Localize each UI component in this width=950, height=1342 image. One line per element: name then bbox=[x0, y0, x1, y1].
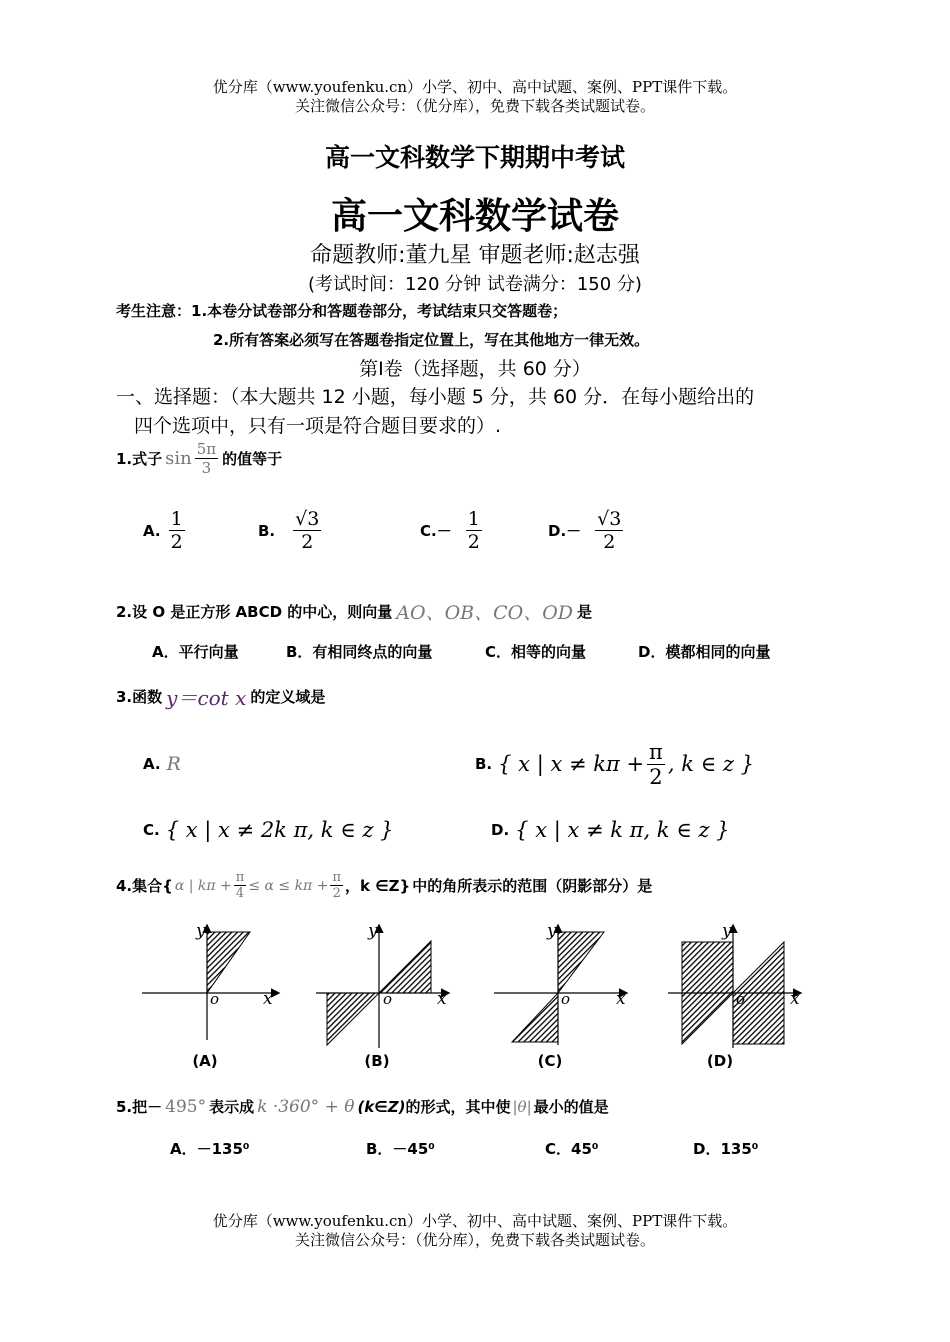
q2-suffix: 是 bbox=[577, 603, 593, 621]
section-heading-line-1: 一、选择题：（本大题共 12 小题，每小题 5 分，共 60 分．在每小题给出的 bbox=[116, 386, 755, 408]
q1-fraction bbox=[195, 440, 218, 477]
q1-d-num: √3 bbox=[597, 508, 622, 530]
question-2 bbox=[116, 598, 592, 625]
diagram-b-origin: o bbox=[383, 990, 393, 1008]
q4-set-right: ，k ∈Z} bbox=[345, 877, 411, 895]
q4-n1: π bbox=[235, 870, 245, 885]
q3-prefix: 3.函数 bbox=[116, 688, 163, 706]
q4-mid: ≤ α ≤ kπ + bbox=[248, 877, 329, 894]
q5-suffix: 最小的值是 bbox=[533, 1098, 609, 1116]
q1-suffix: 的值等于 bbox=[222, 450, 283, 468]
q3-expr: y＝cot x bbox=[166, 686, 247, 710]
q3-b-label: B. bbox=[475, 755, 493, 773]
diagram-d-x-label: x bbox=[790, 989, 800, 1009]
diagram-c-shade-lower bbox=[512, 993, 558, 1042]
q1-b-den: 2 bbox=[301, 531, 314, 553]
diagram-a bbox=[142, 921, 278, 1040]
diagram-c-y-label: y bbox=[547, 921, 557, 941]
q2-option-a: A．平行向量 bbox=[152, 643, 239, 661]
q4-frac-1 bbox=[234, 870, 247, 901]
q3-b-den: 2 bbox=[649, 764, 663, 789]
diagram-c-label: (C) bbox=[537, 1052, 563, 1070]
q3-b-num: π bbox=[649, 739, 663, 764]
q1-c-label: C.－ bbox=[420, 522, 452, 540]
q1-a-den: 2 bbox=[170, 531, 183, 553]
diagram-d bbox=[668, 921, 800, 1048]
q4-d1: 4 bbox=[235, 886, 245, 901]
q4-frac-2 bbox=[330, 870, 343, 901]
q3-option-d bbox=[491, 818, 730, 842]
section-heading-line-2: 四个选项中，只有一项是符合题目要求的）. bbox=[134, 415, 502, 437]
q1-a-frac bbox=[169, 508, 185, 553]
q1-b-frac bbox=[293, 508, 321, 553]
q3-b-right: , k ∈ z } bbox=[667, 752, 754, 776]
q1-b-num: √3 bbox=[295, 508, 320, 530]
q5-mid: 表示成 bbox=[209, 1098, 255, 1116]
q3-option-b bbox=[475, 736, 754, 792]
diagram-d-shade-lower-left bbox=[682, 993, 733, 1044]
diagram-d-label: (D) bbox=[706, 1052, 734, 1070]
q1-b-label: B. bbox=[258, 521, 276, 540]
q5-option-c: C．45⁰ bbox=[545, 1140, 599, 1158]
diagram-a-label: (A) bbox=[192, 1052, 218, 1070]
q3-b-frac bbox=[647, 740, 665, 789]
q4-suffix: 中的角所表示的范围（阴影部分）是 bbox=[412, 877, 653, 895]
q3-suffix: 的定义域是 bbox=[250, 688, 326, 706]
q1-d-den: 2 bbox=[603, 531, 616, 553]
q1-num: 5π bbox=[196, 440, 217, 458]
q1-prefix: 1.式子 bbox=[116, 450, 163, 468]
q3-d-label: D. bbox=[491, 821, 510, 839]
question-3 bbox=[116, 682, 325, 711]
footer-line-2: 关注微信公众号：（优分库），免费下载各类试题试卷。 bbox=[294, 1231, 655, 1249]
q3-b-left: { x | x ≠ kπ + bbox=[498, 752, 645, 776]
q3-a-expr: R bbox=[166, 753, 181, 775]
exam-time-score: (考试时间：120 分钟 试卷满分：150 分) bbox=[308, 274, 642, 295]
q5-abs: |θ| bbox=[512, 1097, 532, 1116]
q1-d-label: D.－ bbox=[548, 522, 582, 540]
question-5 bbox=[116, 1096, 609, 1117]
part-title: 第Ⅰ卷（选择题，共 60 分） bbox=[359, 358, 591, 380]
footer-line-1: 优分库（www.youfenku.cn）小学、初中、高中试题、案例、PPT课件下载。 bbox=[212, 1212, 738, 1230]
diagram-d-shade-upper-left bbox=[682, 942, 733, 993]
exam-authors: 命题教师:董九星 审题老师:赵志强 bbox=[310, 243, 640, 268]
q1-func: sin bbox=[165, 448, 192, 469]
header-line-1: 优分库（www.youfenku.cn）小学、初中、高中试题、案例、PPT课件下载。 bbox=[212, 78, 738, 96]
q3-option-a bbox=[143, 753, 181, 775]
diagram-b-label: (B) bbox=[364, 1052, 390, 1070]
q2-option-b: B．有相同终点的向量 bbox=[286, 643, 433, 661]
q4-n2: π bbox=[332, 870, 341, 885]
q1-option-b bbox=[258, 508, 321, 553]
diagram-b-shade-upper bbox=[379, 941, 431, 993]
q4-prefix: 4.集合{ bbox=[116, 877, 173, 895]
q5-option-b: B．－45⁰ bbox=[366, 1140, 435, 1158]
q4-d2: 2 bbox=[332, 886, 341, 901]
q5-option-a: A．－135⁰ bbox=[170, 1140, 250, 1158]
q5-prefix: 5.把－ bbox=[116, 1098, 163, 1116]
q5-mid2: 的形式，其中使 bbox=[405, 1098, 511, 1116]
diagram-c-origin: o bbox=[561, 990, 571, 1008]
q4-diagrams bbox=[130, 920, 810, 1050]
q3-c-label: C. bbox=[143, 821, 160, 839]
q1-option-c bbox=[420, 508, 482, 553]
q5-angle: 495° bbox=[165, 1096, 207, 1117]
diagram-c-x-label: x bbox=[616, 989, 626, 1009]
question-1 bbox=[116, 440, 282, 477]
diagram-d-shade-upper-right bbox=[733, 942, 784, 993]
exam-subtitle: 高一文科数学试卷 bbox=[330, 196, 619, 237]
header-line-2: 关注微信公众号：（优分库），免费下载各类试题试卷。 bbox=[294, 97, 655, 115]
q2-prefix: 2.设 O 是正方形 ABCD 的中心，则向量 bbox=[116, 603, 393, 621]
diagram-a-y-label: y bbox=[196, 921, 206, 941]
notice-line-2: 2.所有答案必须写在答题卷指定位置上，写在其他地方一律无效。 bbox=[213, 331, 650, 349]
q1-option-d bbox=[548, 508, 623, 553]
q1-option-a bbox=[143, 508, 185, 553]
diagram-b-x-label: x bbox=[437, 989, 447, 1009]
q3-d-expr: { x | x ≠ k π, k ∈ z } bbox=[515, 818, 730, 842]
notice-line-1: 考生注意：1.本卷分试卷部分和答题卷部分，考试结束只交答题卷； bbox=[116, 302, 568, 320]
q4-set-left: α | kπ + bbox=[174, 877, 232, 894]
diagram-b-shade-lower bbox=[327, 993, 379, 1045]
diagram-a-x-label: x bbox=[263, 989, 273, 1009]
q5-cond: (k∈Z) bbox=[357, 1097, 406, 1116]
diagram-b-y-label: y bbox=[368, 921, 378, 941]
q1-c-frac bbox=[466, 508, 482, 553]
diagram-d-y-label: y bbox=[722, 921, 732, 941]
q1-a-num: 1 bbox=[170, 508, 183, 530]
diagram-d-origin: o bbox=[736, 990, 746, 1008]
diagram-a-shade bbox=[207, 932, 250, 993]
q1-a-label: A. bbox=[143, 521, 161, 540]
exam-title: 高一文科数学下期期中考试 bbox=[324, 143, 625, 172]
q1-c-den: 2 bbox=[467, 531, 480, 553]
q2-vectors: AO、OB、CO、OD bbox=[396, 602, 574, 624]
question-4 bbox=[116, 870, 652, 901]
q1-c-num: 1 bbox=[467, 508, 480, 530]
q3-a-label: A. bbox=[143, 755, 161, 773]
q2-option-c: C．相等的向量 bbox=[485, 643, 587, 661]
q5-option-d: D．135⁰ bbox=[693, 1140, 759, 1158]
diagram-b bbox=[316, 921, 448, 1048]
q1-den: 3 bbox=[201, 459, 212, 477]
diagram-c-shade-upper bbox=[558, 932, 604, 993]
q3-option-c bbox=[143, 818, 393, 842]
q1-d-frac bbox=[595, 508, 623, 553]
diagram-c bbox=[494, 921, 626, 1045]
q5-form: k ·360° + θ bbox=[257, 1096, 355, 1117]
diagram-a-origin: o bbox=[210, 990, 220, 1008]
q2-option-d: D．模都相同的向量 bbox=[638, 643, 771, 661]
q3-c-expr: { x | x ≠ 2k π, k ∈ z } bbox=[165, 818, 394, 842]
